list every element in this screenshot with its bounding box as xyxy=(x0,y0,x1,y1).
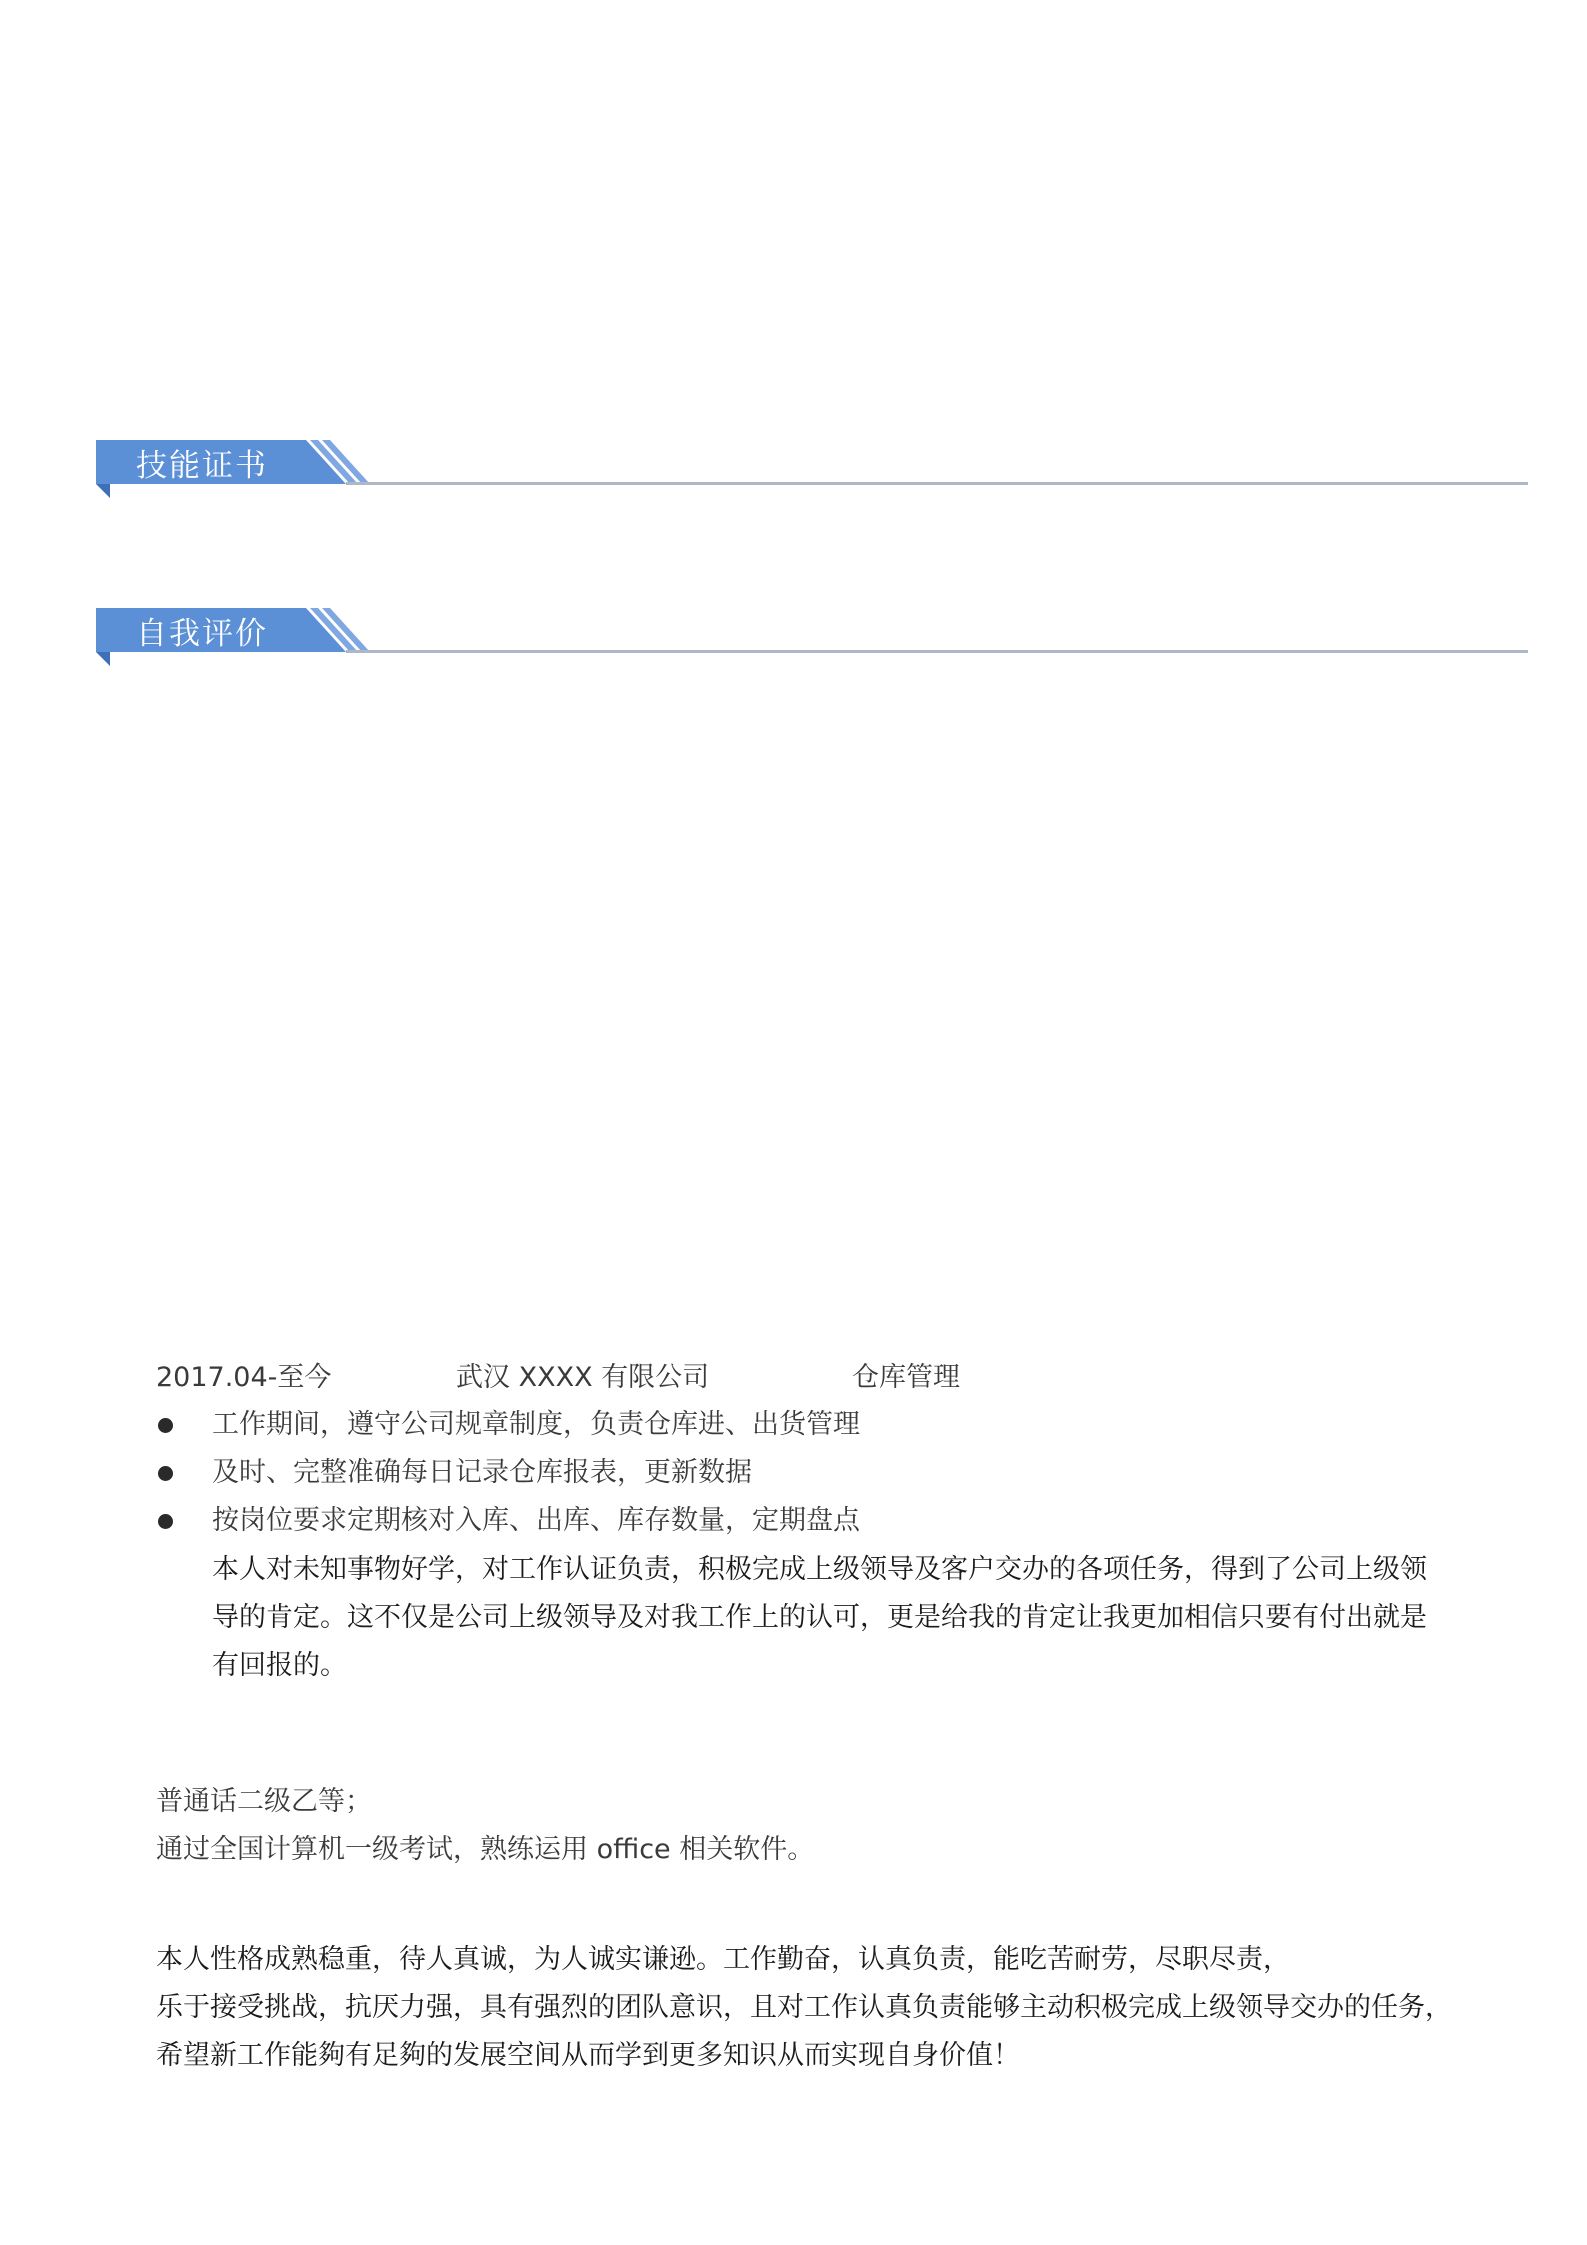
section-header-skills xyxy=(96,440,1528,510)
self-eval-line: 希望新工作能夠有足夠的发展空间从而学到更多知识从而实现自身价值！ xyxy=(156,2040,1020,2071)
experience-entry xyxy=(156,1358,1056,1398)
experience-summary-line: 有回报的。 xyxy=(212,1650,347,1681)
section-header-self-evaluation xyxy=(96,608,1528,678)
skills-line: 普通话二级乙等； xyxy=(156,1786,372,1817)
experience-summary-line: 本人对未知事物好学，对工作认证负责，积极完成上级领导及客户交办的各项任务，得到了公司上级领 xyxy=(212,1554,1427,1585)
experience-bullet: 及时、完整准确每日记录仓库报表，更新数据 xyxy=(212,1457,752,1488)
bullet-dot xyxy=(158,1466,173,1481)
experience-period: 2017.04-至今 xyxy=(156,1362,332,1393)
bullet-dot xyxy=(158,1418,173,1433)
section-title: 技能证书 xyxy=(136,448,268,484)
self-eval-line: 本人性格成熟稳重，待人真诚，为人诚实谦逊。工作勤奋，认真负责，能吃苦耐劳，尽职尽责， xyxy=(156,1944,1290,1975)
experience-company: 武汉 XXXX 有限公司 xyxy=(456,1362,710,1393)
experience-bullet: 工作期间，遵守公司规章制度，负责仓库进、出货管理 xyxy=(212,1409,860,1440)
section-title: 自我评价 xyxy=(136,616,268,652)
experience-position: 仓库管理 xyxy=(852,1362,960,1393)
skills-line: 通过全国计算机一级考试，熟练运用 office 相关软件。 xyxy=(156,1834,815,1865)
section-divider xyxy=(346,482,1528,485)
experience-summary-line: 导的肯定。这不仅是公司上级领导及对我工作上的认可，更是给我的肯定让我更加相信只要有付出就是 xyxy=(212,1602,1427,1633)
bullet-dot xyxy=(158,1514,173,1529)
section-divider xyxy=(346,650,1528,653)
self-eval-line: 乐于接受挑战，抗厌力强，具有强烈的团队意识，且对工作认真负责能够主动积极完成上级领导交办的任务， xyxy=(156,1992,1452,2023)
experience-bullet: 按岗位要求定期核对入库、出库、库存数量，定期盘点 xyxy=(212,1505,860,1536)
